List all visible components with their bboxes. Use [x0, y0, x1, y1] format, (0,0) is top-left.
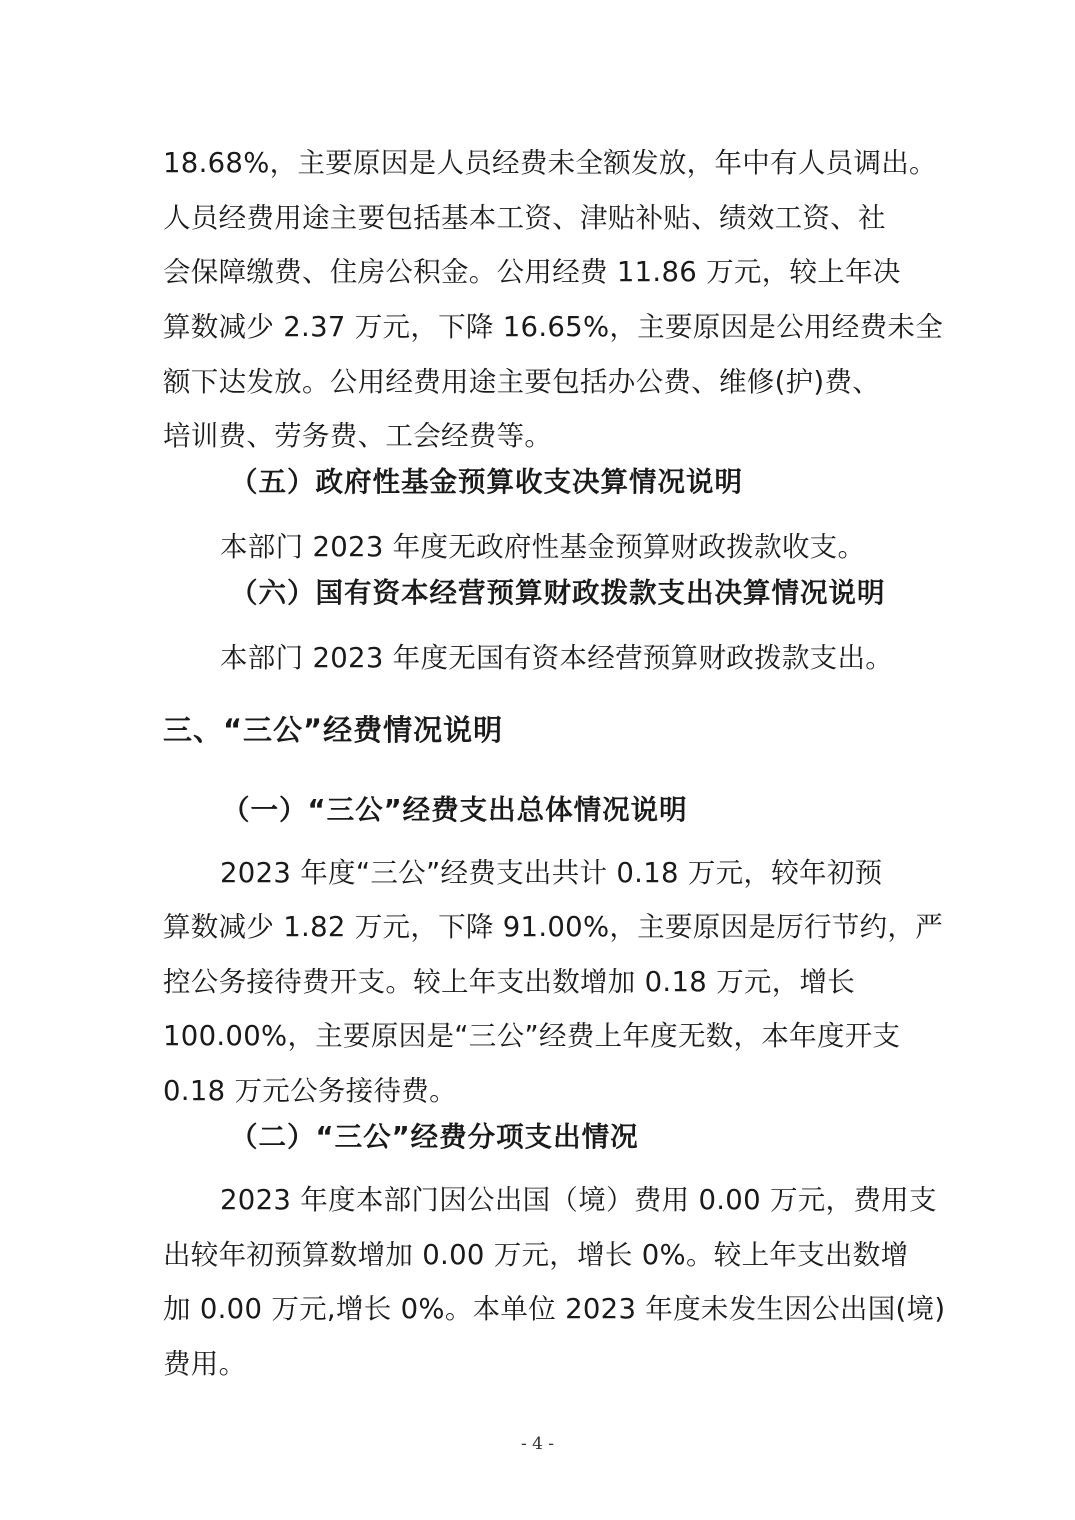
body-text-line: 本部门 2023 年度无国有资本经营预算财政拨款支出。 [220, 642, 894, 674]
subsection-heading: （六）国有资本经营预算财政拨款支出决算情况说明 [230, 577, 886, 609]
subsection-heading: （二）“三公”经费分项支出情况 [230, 1121, 639, 1153]
body-text-line: 费用。 [163, 1348, 247, 1380]
subsection-heading: （一）“三公”经费支出总体情况说明 [222, 794, 688, 826]
body-text-line: 培训费、劳务费、工会经费等。 [163, 420, 553, 452]
body-text-line: 算数减少 1.82 万元，下降 91.00%，主要原因是厉行节约，严 [163, 911, 944, 943]
body-text-line: 出较年初预算数增加 0.00 万元，增长 0%。较上年支出数增 [163, 1239, 909, 1271]
body-text-line: 本部门 2023 年度无政府性基金预算财政拨款收支。 [220, 531, 866, 563]
body-text-line: 人员经费用途主要包括基本工资、津贴补贴、绩效工资、社 [163, 202, 886, 234]
body-text-line: 100.00%，主要原因是“三公”经费上年度无数，本年度开支 [163, 1020, 901, 1052]
body-text-line: 控公务接待费开支。较上年支出数增加 0.18 万元，增长 [163, 966, 856, 998]
body-text-line: 2023 年度本部门因公出国（境）费用 0.00 万元，费用支 [220, 1184, 937, 1216]
section-heading: 三、“三公”经费情况说明 [163, 713, 504, 747]
body-text-line: 算数减少 2.37 万元，下降 16.65%，主要原因是公用经费未全 [163, 311, 944, 343]
body-text-line: 加 0.00 万元,增长 0%。本单位 2023 年度未发生因公出国(境) [163, 1293, 946, 1325]
body-text-line: 额下达发放。公用经费用途主要包括办公费、维修(护)费、 [163, 366, 881, 398]
subsection-heading: （五）政府性基金预算收支决算情况说明 [230, 466, 743, 498]
body-text-line: 0.18 万元公务接待费。 [163, 1075, 457, 1107]
body-text-line: 2023 年度“三公”经费支出共计 0.18 万元，较年初预 [220, 857, 883, 889]
page-number: - 4 - [520, 1434, 555, 1454]
body-text-line: 18.68%，主要原因是人员经费未全额发放，年中有人员调出。 [163, 147, 937, 179]
body-text-line: 会保障缴费、住房公积金。公用经费 11.86 万元，较上年决 [163, 256, 901, 288]
